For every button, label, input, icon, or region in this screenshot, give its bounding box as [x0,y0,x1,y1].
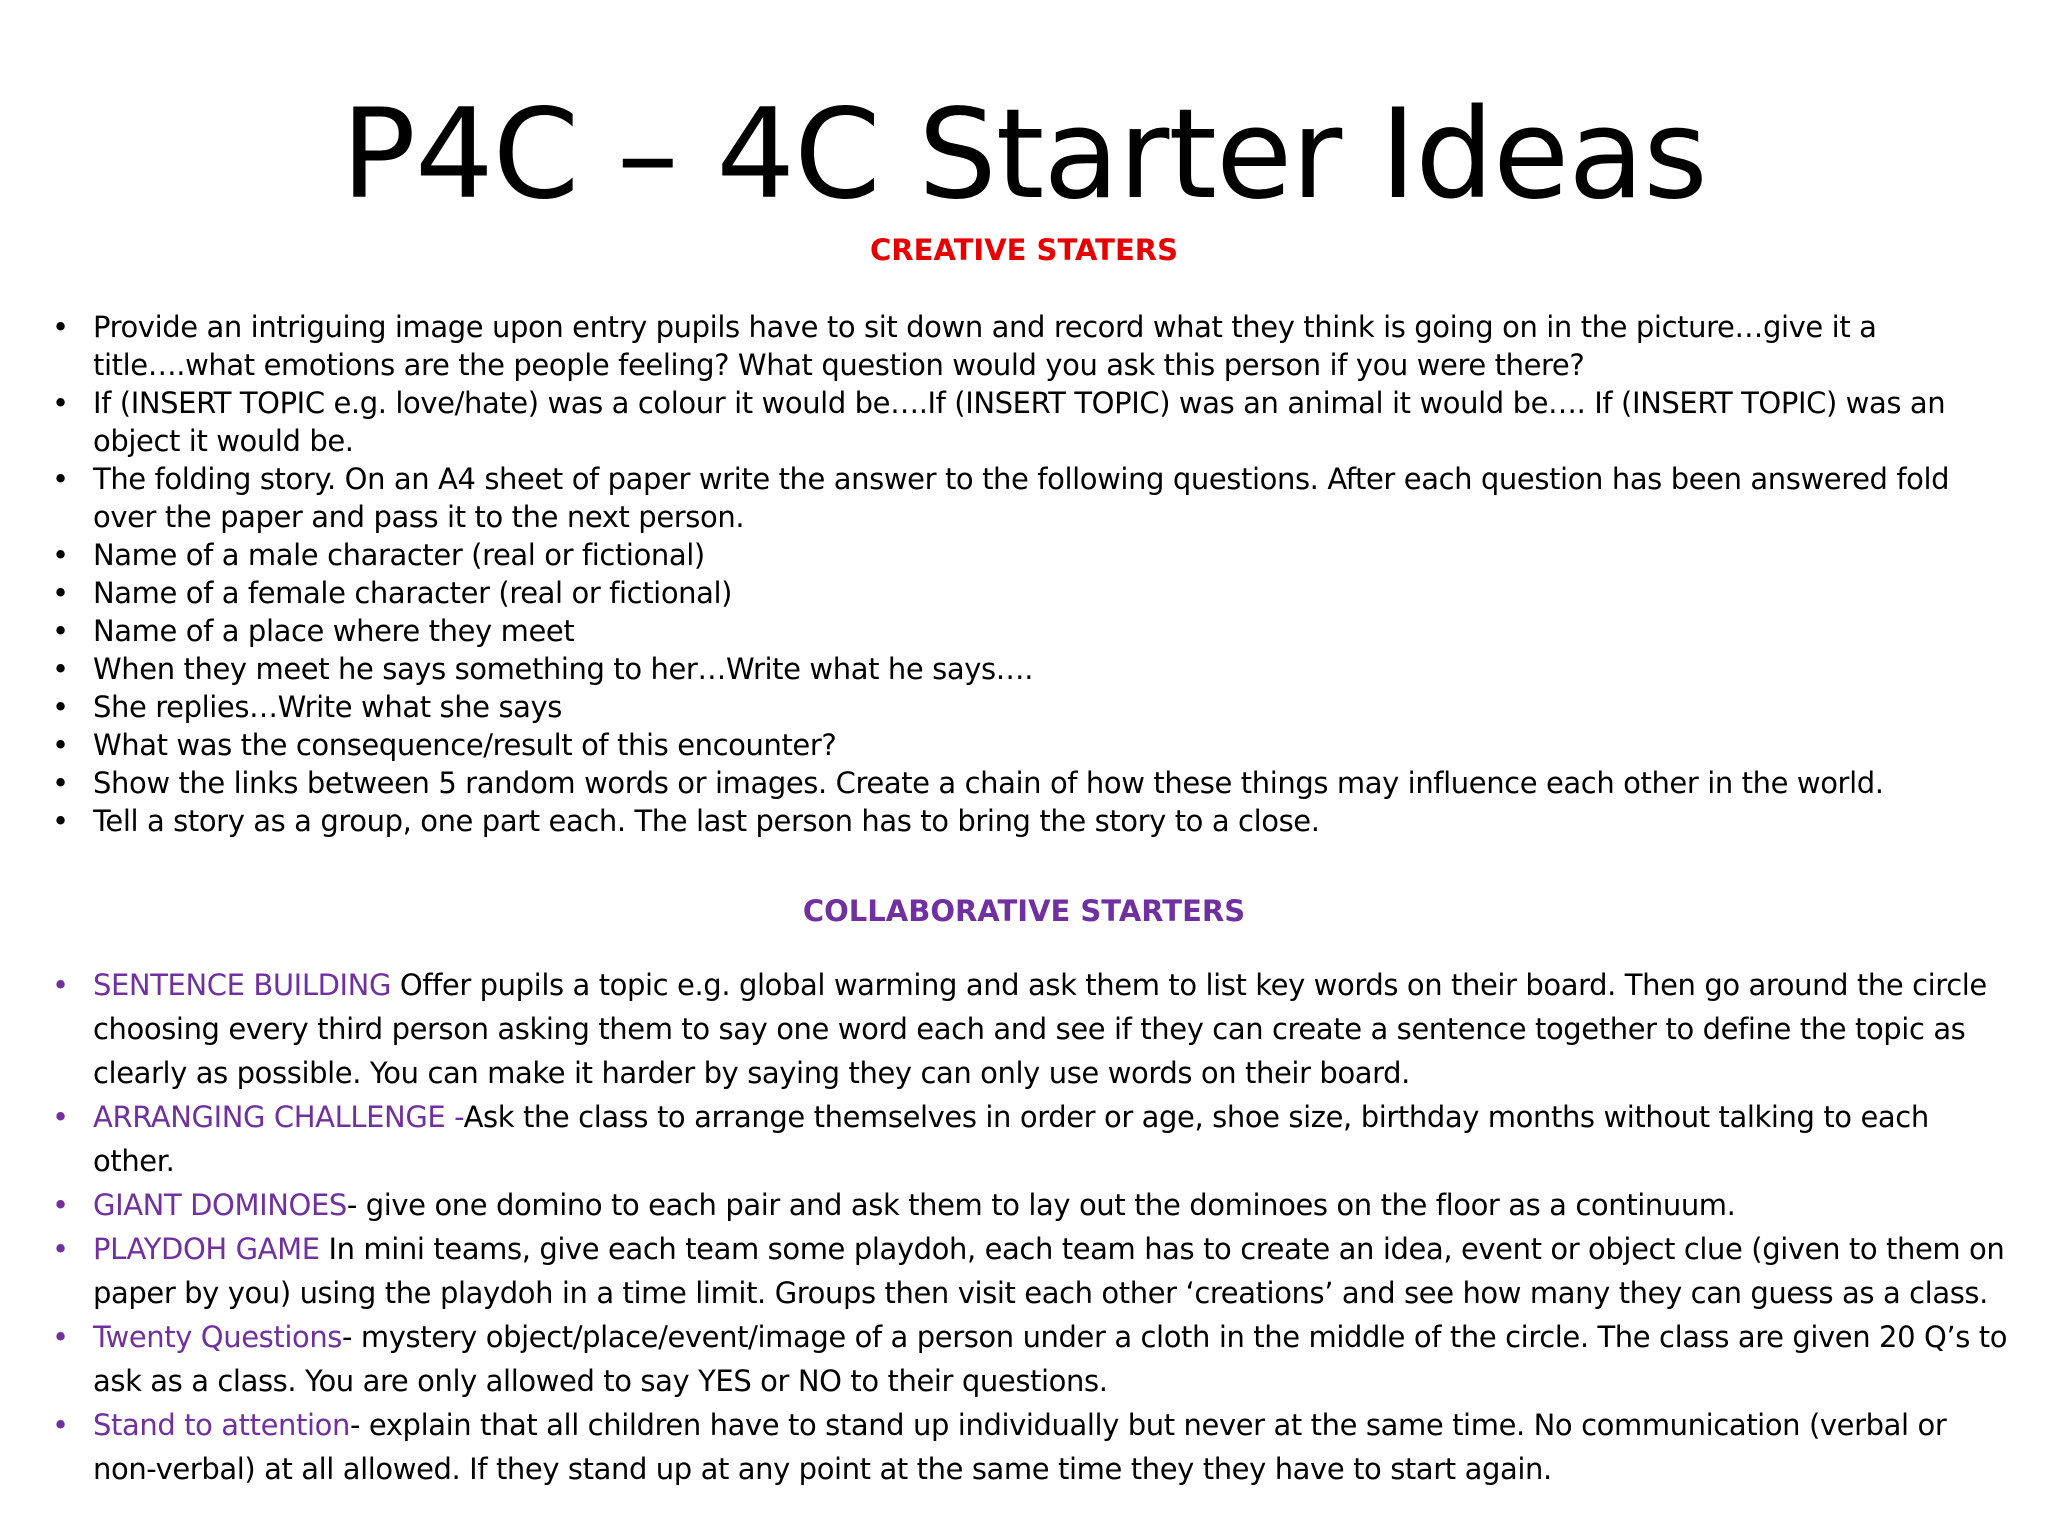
list-item [0,574,2048,612]
bullet-icon: • [52,1188,69,1222]
bullet-icon: • [52,1232,69,1266]
list-item [0,1227,2048,1315]
activity-description: Offer pupils a topic e.g. global warming and ask them to list key words on their board. Then go around the circle choosing every third person asking them to say one word each and see if they can create a sentence together to define the topic as clearly as possible. You can make it harder by saying they can only use words on their board. [93,968,1987,1090]
list-item-text: She replies…Write what she says [93,690,562,724]
list-item [0,802,2048,840]
activity-name: GIANT DOMINOES [93,1188,347,1222]
bullet-icon: • [52,462,69,496]
activity-description: - give one domino to each pair and ask them to lay out the dominoes on the floor as a continuum. [346,1188,1736,1222]
bullet-icon: • [52,968,69,1002]
list-item-text: Name of a place where they meet [93,614,575,648]
bullet-icon: • [52,576,69,610]
activity-name: Twenty Questions [93,1320,343,1354]
list-item [0,650,2048,688]
activity-description: - explain that all children have to stand up individually but never at the same time. No communication (verbal or non-verbal) at all allowed. If they stand up at any point at the same time they they have to start again. [93,1408,1947,1486]
list-item [0,726,2048,764]
list-item-text: Show the links between 5 random words or images. Create a chain of how these things may influence each other in the world. [93,766,1884,800]
list-item-text: The folding story. On an A4 sheet of paper write the answer to the following questions. After each question has been answered fold over the paper and pass it to the next person. [93,462,1950,534]
creative-starters-heading: CREATIVE STATERS [870,233,1178,267]
list-item-text: Tell a story as a group, one part each. The last person has to bring the story to a close. [93,804,1320,838]
bullet-icon: • [52,766,69,800]
list-item-text: What was the consequence/result of this encounter? [93,728,837,762]
activity-description: Ask the class to arrange themselves in order or age, shoe size, birthday months without talking to each other. [93,1100,1929,1178]
list-item-text: Name of a female character (real or fictional) [93,576,733,610]
activity-name: SENTENCE BUILDING [93,968,392,1002]
list-item [0,963,2048,1095]
list-item-text: When they meet he says something to her…Write what he says…. [93,652,1034,686]
bullet-icon: • [52,614,69,648]
bullet-icon: • [52,386,69,420]
activity-description: - mystery object/place/event/image of a person under a cloth in the middle of the circle. The class are given 20 Q’s to ask as a class. You are only allowed to say YES or NO to their questions. [93,1320,2008,1398]
list-item [0,384,2048,460]
bullet-icon: • [52,1408,69,1442]
bullet-icon: • [52,310,69,344]
bullet-icon: • [52,1320,69,1354]
list-item [0,460,2048,536]
list-item [0,764,2048,802]
list-item [0,688,2048,726]
collaborative-starters-heading: COLLABORATIVE STARTERS [802,894,1246,928]
page-title: P4C – 4C Starter Ideas [341,83,1707,227]
list-item [0,1403,2048,1491]
activity-name: ARRANGING CHALLENGE - [93,1100,464,1134]
list-item-text: Name of a male character (real or fictional) [93,538,705,572]
list-item [0,1315,2048,1403]
activity-description: In mini teams, give each team some playdoh, each team has to create an idea, event or object clue (given to them on paper by you) using the playdoh in a time limit. Groups then visit each other ‘creations’ and see how many they can guess as a class. [93,1232,2005,1310]
list-item [0,1183,2048,1227]
list-item [0,536,2048,574]
list-item-text: If (INSERT TOPIC e.g. love/hate) was a colour it would be….If (INSERT TOPIC) was an animal it would be…. If (INSERT TOPIC) was an object it would be. [93,386,1946,458]
activity-name: Stand to attention [93,1408,350,1442]
list-item [0,308,2048,384]
bullet-icon: • [52,728,69,762]
bullet-icon: • [52,1100,69,1134]
activity-name: PLAYDOH GAME [93,1232,320,1266]
list-item-text: Provide an intriguing image upon entry pupils have to sit down and record what they think is going on in the picture…give it a title….what emotions are the people feeling? What question would you ask this person if you were there? [93,310,1877,382]
creative-starters-list [0,308,2048,840]
collaborative-starters-list [0,963,2048,1491]
list-item [0,612,2048,650]
list-item [0,1095,2048,1183]
bullet-icon: • [52,652,69,686]
bullet-icon: • [52,804,69,838]
bullet-icon: • [52,538,69,572]
bullet-icon: • [52,690,69,724]
